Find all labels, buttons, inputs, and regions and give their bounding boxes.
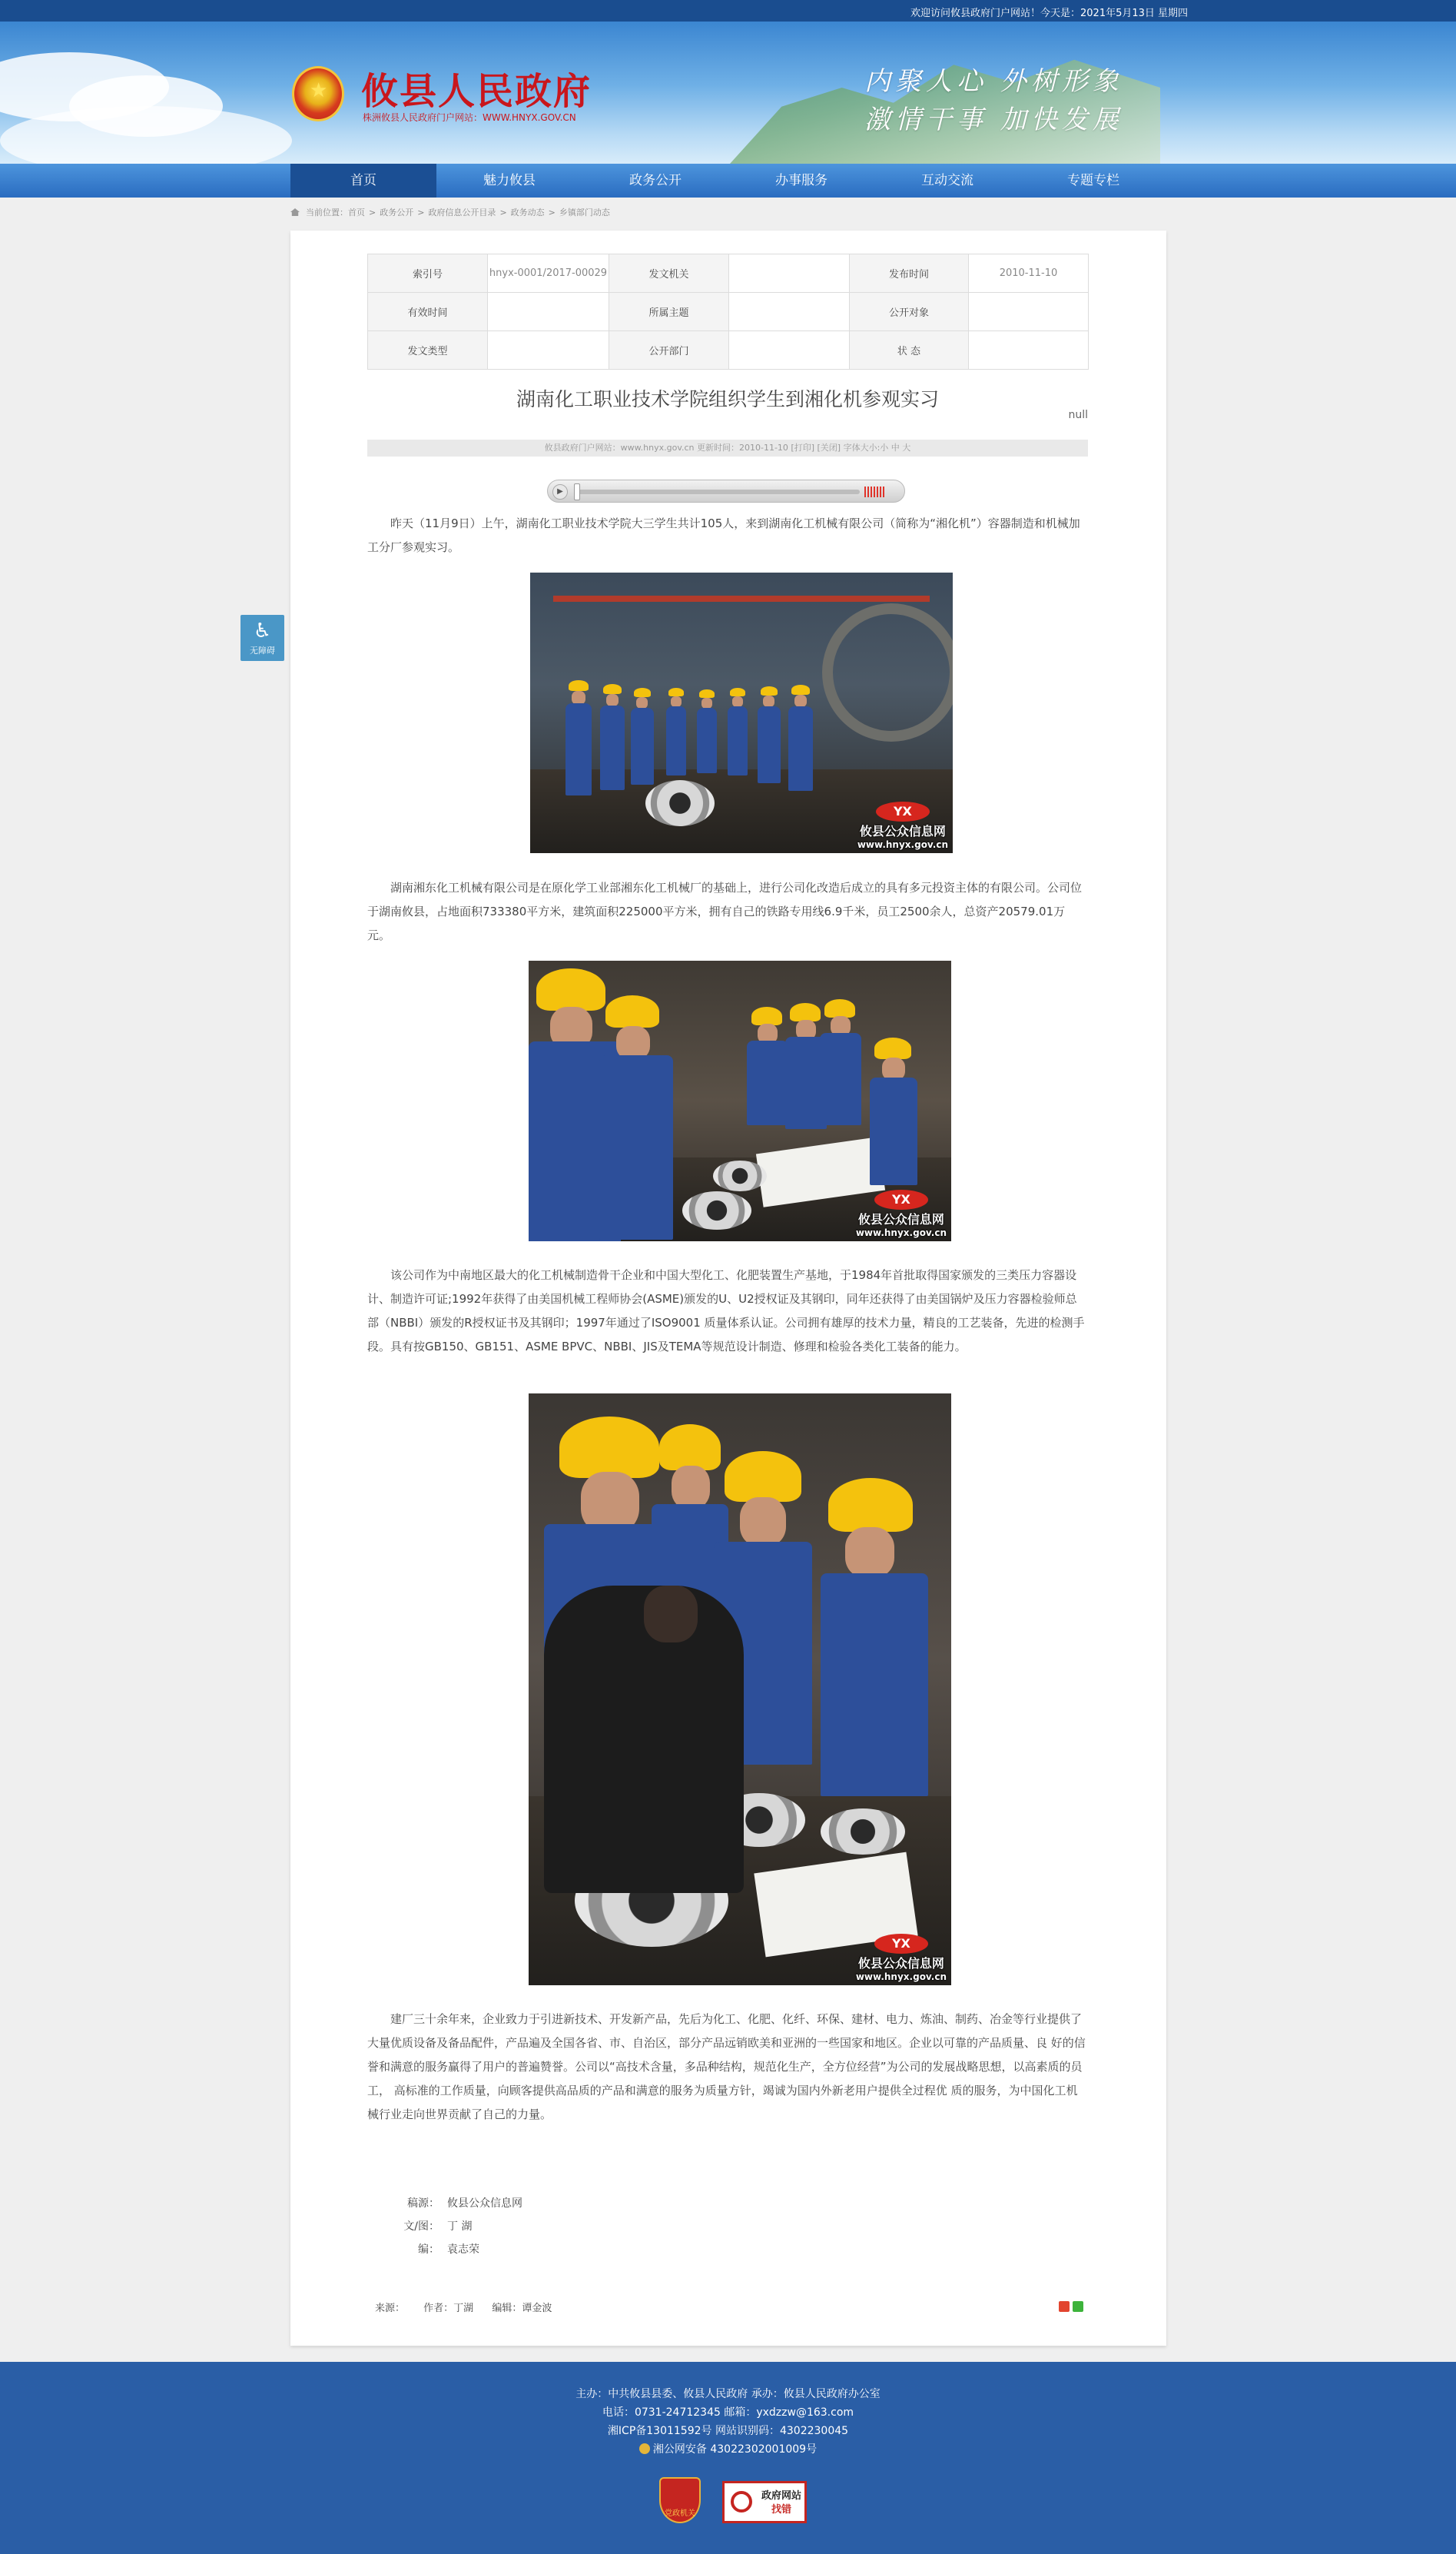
report-error-badge[interactable]: 政府网站 找错 (722, 2481, 807, 2523)
watermark-logo: YX (874, 1190, 928, 1210)
nav-item-0[interactable]: 首页 (290, 164, 436, 198)
breadcrumb-link[interactable]: 乡镇部门动态 (559, 208, 610, 218)
article-paragraph-2: 湖南湘东化工机械有限公司是在原化学工业部湘东化工机械厂的基础上，进行公司化改造后成立的具有多元投资主体的有限公司。公司位于湖南攸县，占地面积733380平方米，建筑面积225000平方米，拥有自己的铁路专用线6.9千米，员工2500余人，总资产20579.01万元。 (367, 881, 1083, 942)
nav-item-3[interactable]: 办事服务 (775, 173, 827, 188)
student-hair (644, 1586, 698, 1642)
breadcrumb-separator: > (417, 208, 425, 218)
meta-value (729, 331, 850, 370)
slogan-line-1: 内聚人心 外树形象 (864, 66, 1123, 97)
footer-police-record[interactable]: 湘公网安备 43022302001009号 (0, 2440, 1456, 2459)
audio-player[interactable] (547, 480, 905, 503)
photo-watermark: YX 攸县公众信息网 www.hnyx.gov.cn (856, 1190, 947, 1238)
student-dark-jacket (544, 1586, 744, 1893)
breadcrumb-link[interactable]: 政务动态 (510, 208, 545, 218)
watermark-logo: YX (874, 1934, 928, 1954)
article-title: 湖南化工职业技术学院组织学生到湘化机参观实习 (516, 388, 939, 410)
site-subtitle: 株洲攸县人民政府门户网站：WWW.HNYX.GOV.CN (363, 112, 576, 123)
article-paragraph-3: 该公司作为中南地区最大的化工机械制造骨干企业和中国大型化工、化肥装置生产基地，于1984年首批取得国家颁发的三类压力容器设计、制造许可证;1992年获得了由美国机械工程师协会(ASME)颁发的U、U2授权证及其钢印，同年还获得了由美国锅炉及压力容器检验师总部（NBBI）颁发的R授权证书及其钢印；1997年通过了ISO9001 质量体系认证。公司拥有雄厚的技术力量，精良的工艺装备，先进的检测手段。具有按GB150、GB151、ASME BPVC、NBBI、JIS及TEMA等规范设计制造、修理和检验各类化工装备的能力。 (367, 1268, 1085, 1353)
home-icon (290, 208, 300, 216)
meta-row (368, 331, 1089, 370)
top-bar (0, 0, 1456, 22)
crane-beam (553, 596, 930, 602)
meta-value: 2010-11-10 (969, 254, 1089, 293)
slogan-line-2: 激情干事 加快发展 (864, 105, 1123, 135)
credit-editor: 编： 袁志荣 (418, 2243, 479, 2256)
breadcrumb-link[interactable]: 政府信息公开目录 (428, 208, 496, 218)
meta-label: 公开对象 (850, 293, 969, 331)
footer-contact: 电话：0731-24712345 邮箱：yxdzzw@163.com (602, 2406, 854, 2419)
meta-row (368, 254, 1089, 293)
steel-part (682, 1191, 751, 1230)
breadcrumb-separator: > (369, 208, 376, 218)
credit-source: 稿源： 攸县公众信息网 (407, 2197, 522, 2210)
meta-value (729, 293, 850, 331)
nav-item-1[interactable]: 魅力攸县 (483, 173, 536, 188)
photo-watermark: YX 攸县公众信息网 www.hnyx.gov.cn (856, 1934, 947, 1982)
meta-value (488, 293, 609, 331)
main-nav-items (290, 164, 1166, 198)
article-photo-3 (529, 1393, 951, 1985)
article-footer (375, 2300, 567, 2314)
article-paragraph-1: 昨天（11月9日）上午，湖南化工职业技术学院大三学生共计105人，来到湖南化工机械有限公司（简称为“湘化机”）容器制造和机械加工分厂参观实习。 (367, 516, 1080, 554)
welcome-text: 欢迎访问攸县政府门户网站！今天是：2021年5月13日 星期四 (910, 8, 1189, 19)
meta-label: 有效时间 (368, 293, 488, 331)
breadcrumb-link[interactable]: 首页 (348, 208, 365, 218)
watermark-logo: YX (876, 802, 930, 822)
steel-part (713, 1161, 767, 1191)
audio-progress-track[interactable] (575, 490, 860, 494)
main-nav (0, 164, 1456, 198)
meta-value (969, 331, 1089, 370)
meta-label: 发文类型 (368, 331, 488, 370)
volume-icon[interactable] (864, 487, 886, 497)
weibo-share-icon[interactable] (1059, 2301, 1070, 2312)
meta-label: 发文机关 (609, 254, 729, 293)
article-info-bar[interactable]: 攸县政府门户网站：www.hnyx.gov.cn 更新时间：2010-11-10 [打印] [关闭] 字体大小:小 中 大 (367, 440, 1088, 457)
article-photo-1 (530, 573, 953, 853)
breadcrumb-link[interactable]: 政务公开 (380, 208, 414, 218)
meta-value (729, 254, 850, 293)
meta-value (969, 293, 1089, 331)
meta-row (368, 293, 1089, 331)
steel-ring (822, 603, 953, 742)
footer-info (0, 2385, 1456, 2459)
magnifier-icon (731, 2491, 752, 2512)
article-footer-author: 作者：丁湖 (423, 2303, 474, 2314)
meta-table (367, 254, 1089, 370)
accessibility-button[interactable] (240, 615, 284, 661)
site-footer (0, 2362, 1456, 2554)
meta-label: 状 态 (850, 331, 969, 370)
article-panel (290, 231, 1166, 2346)
credit-photo: 文/图： 丁 湖 (403, 2220, 473, 2233)
footer-icp[interactable]: 湘ICP备13011592号 网站识别码：4302230045 (607, 2425, 849, 2437)
footer-sponsor: 主办：中共攸县县委、攸县人民政府 承办：攸县人民政府办公室 (575, 2388, 881, 2400)
police-badge-icon (639, 2443, 650, 2454)
breadcrumb-prefix: 当前位置： (306, 208, 348, 218)
meta-label: 发布时间 (850, 254, 969, 293)
photo-watermark: YX 攸县公众信息网 www.hnyx.gov.cn (857, 802, 948, 850)
party-government-badge[interactable]: 党政机关 (659, 2477, 701, 2523)
article-footer-editor: 编辑：谭金波 (492, 2303, 552, 2314)
meta-value: hnyx-0001/2017-00029 (488, 254, 609, 293)
meta-value (488, 331, 609, 370)
breadcrumb (290, 206, 610, 218)
steel-part (645, 780, 715, 826)
play-icon[interactable]: ▶ (552, 484, 568, 500)
national-emblem-icon: ★ (292, 66, 344, 121)
article-footer-source: 来源： (375, 2303, 406, 2314)
nav-item-5[interactable]: 专题专栏 (1067, 173, 1119, 188)
breadcrumb-separator: > (548, 208, 556, 218)
article-paragraph-4: 建厂三十余年来，企业致力于引进新技术、开发新产品，先后为化工、化肥、化纤、环保、建材、电力、炼油、制药、冶金等行业提供了大量优质设备及备品配件，产品遍及全国各省、市、自治区，部分产品远销欧美和亚洲的一些国家和地区。企业以可靠的产品质量、良 好的信誉和满意的服务赢得了用户的普遍赞誉。公司以“高技术含量，多品种结构，规范化生产，全方位经营”为公司的发展战略思想，以高素质的员工， 高标准的工作质量，向顾客提供高品质的产品和满意的服务为质量方针，竭诚为国内外新老用户提供全过程优 质的服务，为中国化工机械行业走向世界贡献了自己的力量。 (367, 2012, 1086, 2121)
nav-item-4[interactable]: 互动交流 (921, 173, 973, 188)
article-photo-2 (529, 961, 951, 1241)
site-title[interactable]: 攸县人民政府 (361, 70, 592, 113)
wheelchair-icon: ♿ (253, 619, 272, 643)
steel-part (821, 1808, 905, 1855)
meta-label: 公开部门 (609, 331, 729, 370)
header-banner (0, 22, 1456, 164)
nav-item-2[interactable]: 政务公开 (629, 173, 682, 188)
breadcrumb-separator: > (499, 208, 507, 218)
article-null-label: null (1068, 409, 1088, 421)
meta-label: 索引号 (368, 254, 488, 293)
meta-label: 所属主题 (609, 293, 729, 331)
audio-progress-handle[interactable] (574, 483, 580, 500)
accessibility-label: 无障碍 (250, 646, 275, 656)
wechat-share-icon[interactable] (1073, 2301, 1083, 2312)
